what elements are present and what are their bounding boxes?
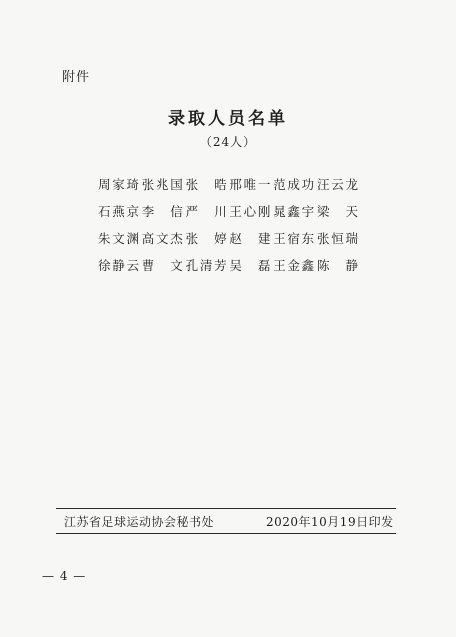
person-name: 梁 天 bbox=[316, 204, 358, 219]
person-name: 王 金 鑫 bbox=[273, 258, 315, 273]
footer-bottom-rule bbox=[56, 533, 396, 534]
person-name: 曹 文 bbox=[141, 258, 183, 273]
issuer: 江苏省足球运动协会秘书处 bbox=[64, 515, 215, 529]
person-name: 李 信 bbox=[141, 204, 183, 219]
person-name: 王 宿 东 bbox=[273, 231, 315, 246]
person-name: 邢 唯 一 bbox=[229, 177, 271, 192]
name-row bbox=[98, 202, 358, 223]
page-number: — 4 — bbox=[42, 569, 87, 583]
person-name: 石 燕 京 bbox=[98, 204, 139, 219]
person-name: 吴 磊 bbox=[229, 258, 271, 273]
person-name: 汪 云 龙 bbox=[316, 177, 358, 192]
name-row bbox=[98, 256, 358, 277]
attachment-label: 附件 bbox=[62, 70, 91, 85]
person-name: 高 文 杰 bbox=[141, 231, 183, 246]
person-name: 陈 静 bbox=[316, 258, 358, 273]
footer-top-rule bbox=[56, 508, 396, 509]
name-row bbox=[98, 229, 358, 250]
person-name: 朱 文 渊 bbox=[98, 231, 139, 246]
name-row bbox=[98, 175, 358, 196]
person-name: 晁 鑫 宇 bbox=[273, 204, 315, 219]
person-name: 周 家 琦 bbox=[98, 177, 139, 192]
page-title: 录取人员名单 bbox=[168, 109, 288, 129]
person-name: 张 晧 bbox=[185, 177, 227, 192]
name-list bbox=[98, 175, 358, 283]
person-name: 徐 静 云 bbox=[98, 258, 139, 273]
person-name: 张 婷 bbox=[185, 231, 227, 246]
person-name: 赵 建 bbox=[229, 231, 271, 246]
person-name: 范 成 功 bbox=[273, 177, 315, 192]
issue-date: 2020年10月19日印发 bbox=[266, 515, 394, 529]
person-name: 严 川 bbox=[185, 204, 227, 219]
admitted-count: （24人） bbox=[199, 135, 257, 149]
person-name: 张 兆 国 bbox=[141, 177, 183, 192]
person-name: 张 恒 瑞 bbox=[316, 231, 358, 246]
person-name: 孔 清 芳 bbox=[185, 258, 227, 273]
person-name: 王 心 刚 bbox=[229, 204, 271, 219]
